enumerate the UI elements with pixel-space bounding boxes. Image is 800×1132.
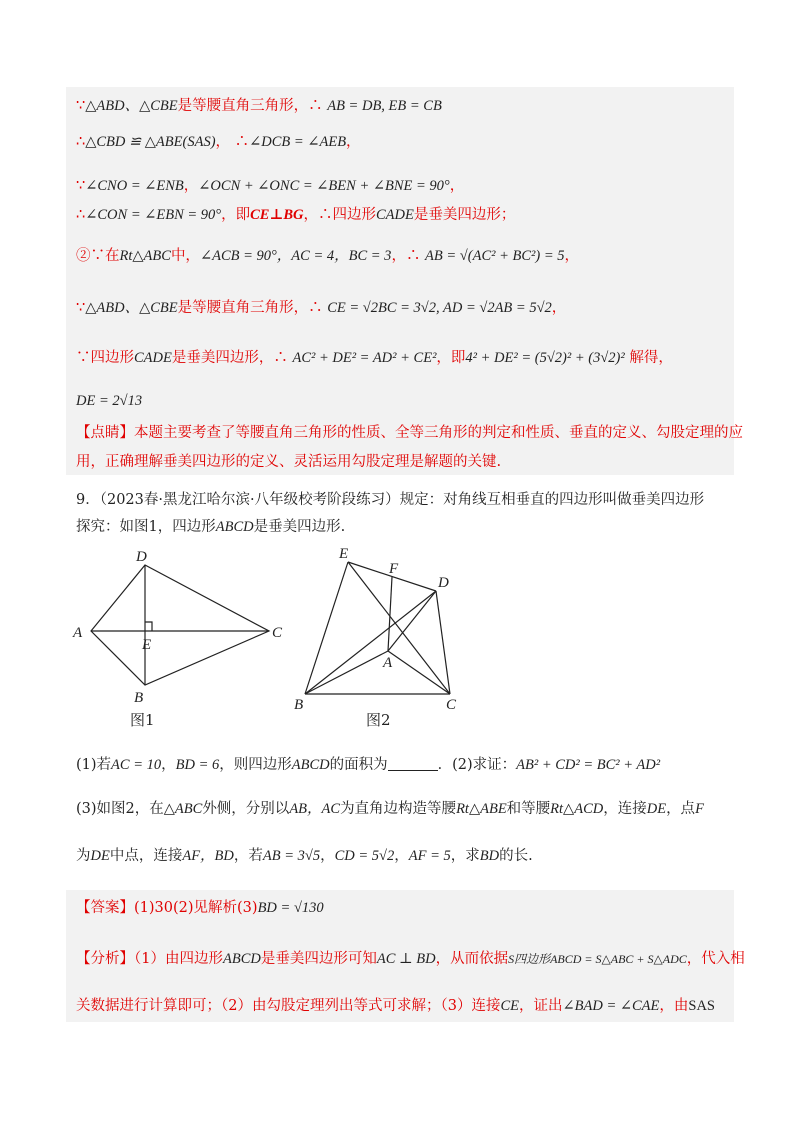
figure-1-caption: 图1 — [130, 711, 155, 729]
solution-line-2: ∴△CBD ≌ △ABE(SAS)， ∴∠DCB = ∠AEB， — [76, 134, 361, 150]
figure-2-caption: 图2 — [366, 711, 391, 729]
solution-line-6: ∵△ABD、△CBE是等腰直角三角形，∴ CE = √2BC = 3√2, AD = √2AB = 5√2， — [76, 300, 567, 316]
solution-line-9: 【点睛】本题主要考查了等腰直角三角形的性质、全等三角形的判定和性质、垂直的定义、勾股定理的应 — [76, 425, 743, 441]
answer-blank — [388, 756, 438, 771]
fig1-label-d: D — [136, 549, 147, 565]
fig2-label-e: E — [339, 546, 349, 562]
question-part-3-cont: 为DE中点，连接AF，BD，若AB = 3√5，CD = 5√2，AF = 5，求BD的长. — [76, 848, 533, 864]
figure-2 — [290, 542, 470, 712]
fig1-label-e: E — [142, 637, 152, 653]
fig2-label-d: D — [438, 575, 449, 591]
question-title: 9．（2023春·黑龙江哈尔滨·八年级校考阶段练习）规定：对角线互相垂直的四边形叫做垂美四边形 — [76, 492, 705, 508]
fig2-label-b: B — [294, 697, 304, 712]
question-part-3: (3)如图2，在△ABC外侧，分别以AB，AC为直角边构造等腰Rt△ABE和等腰Rt△ACD，连接DE，点F — [76, 801, 704, 817]
fig1-label-c: C — [272, 625, 283, 641]
fig2-label-f: F — [389, 561, 399, 577]
solution-line-8: DE = 2√13 — [76, 393, 143, 409]
figure-1 — [66, 545, 306, 710]
analysis-line-1: 【分析】（1）由四边形ABCD是垂美四边形可知AC ⊥ BD，从而依据S四边形ABCD = S△ABC + S△ADC，代入相 — [76, 951, 745, 967]
fig2-label-c: C — [446, 697, 457, 712]
fig1-label-a: A — [73, 625, 83, 641]
fig1-label-b: B — [134, 690, 144, 706]
solution-line-3: ∵∠CNO = ∠ENB，∠OCN + ∠ONC = ∠BEN + ∠BNE = 90°， — [76, 178, 465, 194]
analysis-line-2: 关数据进行计算即可；（2）由勾股定理列出等式可求解；（3）连接CE，证出∠BAD = ∠CAE，由SAS — [76, 998, 715, 1014]
solution-line-4: ∴∠CON = ∠EBN = 90°，即CE⊥BG，∴四边形CADE是垂美四边形； — [76, 207, 516, 223]
answer-line: 【答案】(1)30(2)见解析(3)BD = √130 — [76, 900, 324, 916]
solution-line-1: ∵△ABD、△CBE是等腰直角三角形，∴ AB = DB, EB = CB — [76, 98, 442, 114]
solution-line-10: 用，正确理解垂美四边形的定义、灵活运用勾股定理是解题的关键. — [76, 454, 502, 470]
solution-line-5: ②∵在Rt△ABC中，∠ACB = 90°，AC = 4，BC = 3，∴ AB = √(AC² + BC²) = 5， — [76, 248, 579, 264]
question-part-1-2: (1)若AC = 10，BD = 6，则四边形ABCD的面积为 ．(2)求证：AB² + CD² = BC² + AD² — [76, 757, 661, 773]
fig2-label-a: A — [383, 655, 393, 671]
solution-line-7: ∵四边形CADE是垂美四边形，∴ AC² + DE² = AD² + CE²，即4² + DE² = (5√2)² + (3√2)² 解得， — [76, 350, 673, 366]
question-intro: 探究：如图1，四边形ABCD是垂美四边形. — [76, 519, 346, 535]
